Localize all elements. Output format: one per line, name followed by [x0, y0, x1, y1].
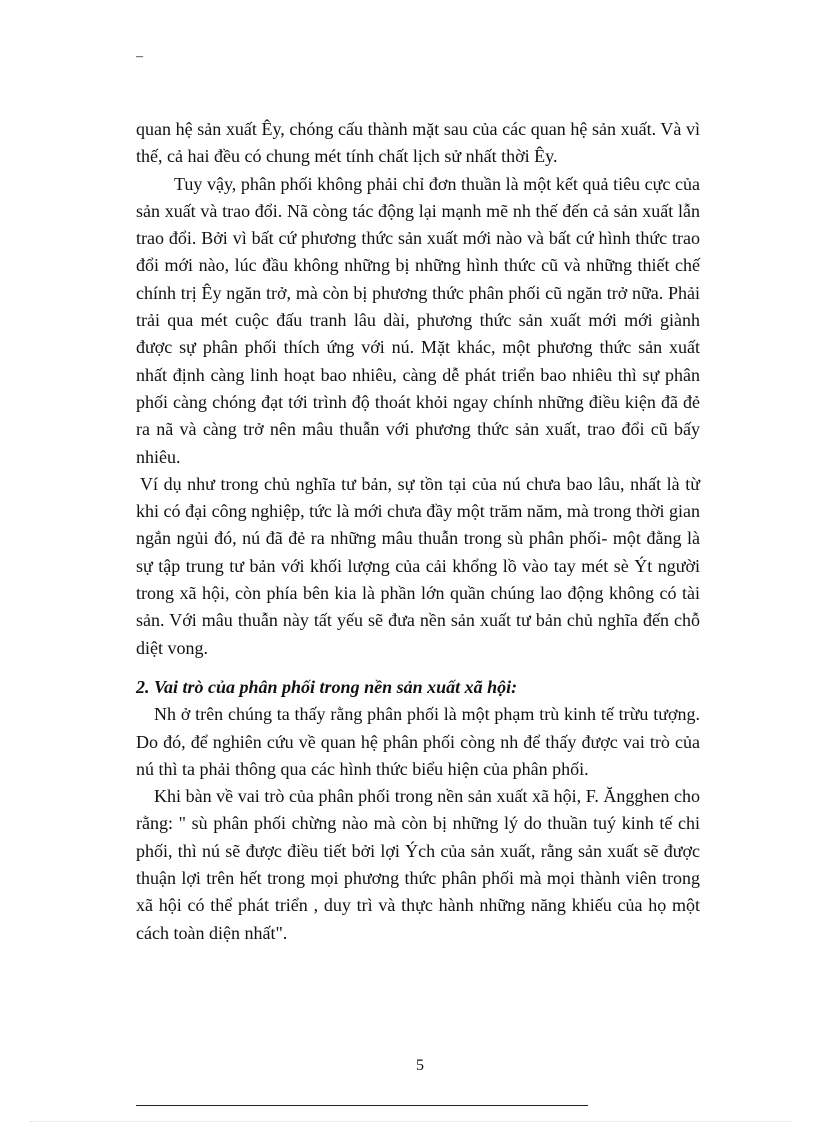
- paragraph-continuation: quan hệ sản xuất Êy, chóng cấu thành mặt sau của các quan hệ sản xuất. Và vì thế, cả hai đều có chung mét tính chất lịch sử nhất thời Êy.: [136, 119, 700, 167]
- paragraph: Tuy vậy, phân phối không phải chỉ đơn thuần là một kết quả tiêu cực của sản xuất và trao đổi. Nã còng tác động lại mạnh mẽ nh thế đến cả sản xuất lẫn trao đổi. Bởi vì bất cứ phương thức sản xuất mới nào và bất cứ hình thức trao đổi mới nào, lúc đầu không những bị những hình thức cũ và những thiết chế chính trị Êy ngăn trở, mà còn bị phương thức phân phối cũ ngăn trở nữa. Phải trải qua mét cuộc đấu tranh lâu dài, phương thức sản xuất mới mới giành được sự phân phối thích ứng với nú. Mặt khác, một phương thức sản xuất nhất định càng linh hoạt bao nhiêu, càng dễ phát triển bao nhiêu thì sự phân phối càng chóng đạt tới trình độ thoát khỏi ngay chính những điều kiện đã đẻ ra nã và càng trở nên mâu thuẫn với phương thức sản xuất, trao đổi cũ bấy nhiêu.: [136, 173, 700, 467]
- page-edge-divider: [30, 1121, 792, 1122]
- footer-divider: [136, 1105, 588, 1106]
- paragraph: Khi bàn về vai trò của phân phối trong nền sản xuất xã hội, F. Ăngghen cho rằng: " sù phân phối chừng nào mà còn bị những lý do thuần tuý kinh tế chi phối, thì nú sẽ được điều tiết bởi lợi Ých của sản xuất, rằng sản xuất sẽ được thuận lợi trên hết trong mọi phương thức phân phối mà mọi thành viên trong xã hội có thể phát triển , duy trì và thực hành những năng khiếu của họ một cách toàn diện nhất".: [136, 786, 700, 943]
- document-body: [136, 116, 700, 947]
- paragraph: Nh ở trên chúng ta thấy rằng phân phối là một phạm trù kinh tế trừu tượng. Do đó, để nghiên cứu về quan hệ phân phối còng nh để thấy được vai trò của nú thì ta phải thông qua các hình thức biểu hiện của phân phối.: [136, 704, 700, 779]
- page-number: 5: [416, 1057, 424, 1074]
- section-heading: 2. Vai trò của phân phối trong nền sản xuất xã hội:: [136, 676, 518, 697]
- paragraph: Ví dụ như trong chủ nghĩa tư bản, sự tồn tại của nú chưa bao lâu, nhất là từ khi có đại công nghiệp, tức là mới chưa đầy một trăm năm, mà trong thời gian ngắn ngủi đó, nú đã đẻ ra những mâu thuẫn trong sù phân phối- một đằng là sự tập trung tư bản với khối lượng của cải khổng lồ vào tay mét sè Ýt người trong xã hội, còn phía bên kia là phần lớn quần chúng lao động không có tài sản. Với mâu thuẫn này tất yếu sẽ đưa nền sản xuất tư bản chủ nghĩa đến chỗ diệt vong.: [136, 473, 700, 658]
- header-mark: –: [136, 49, 143, 64]
